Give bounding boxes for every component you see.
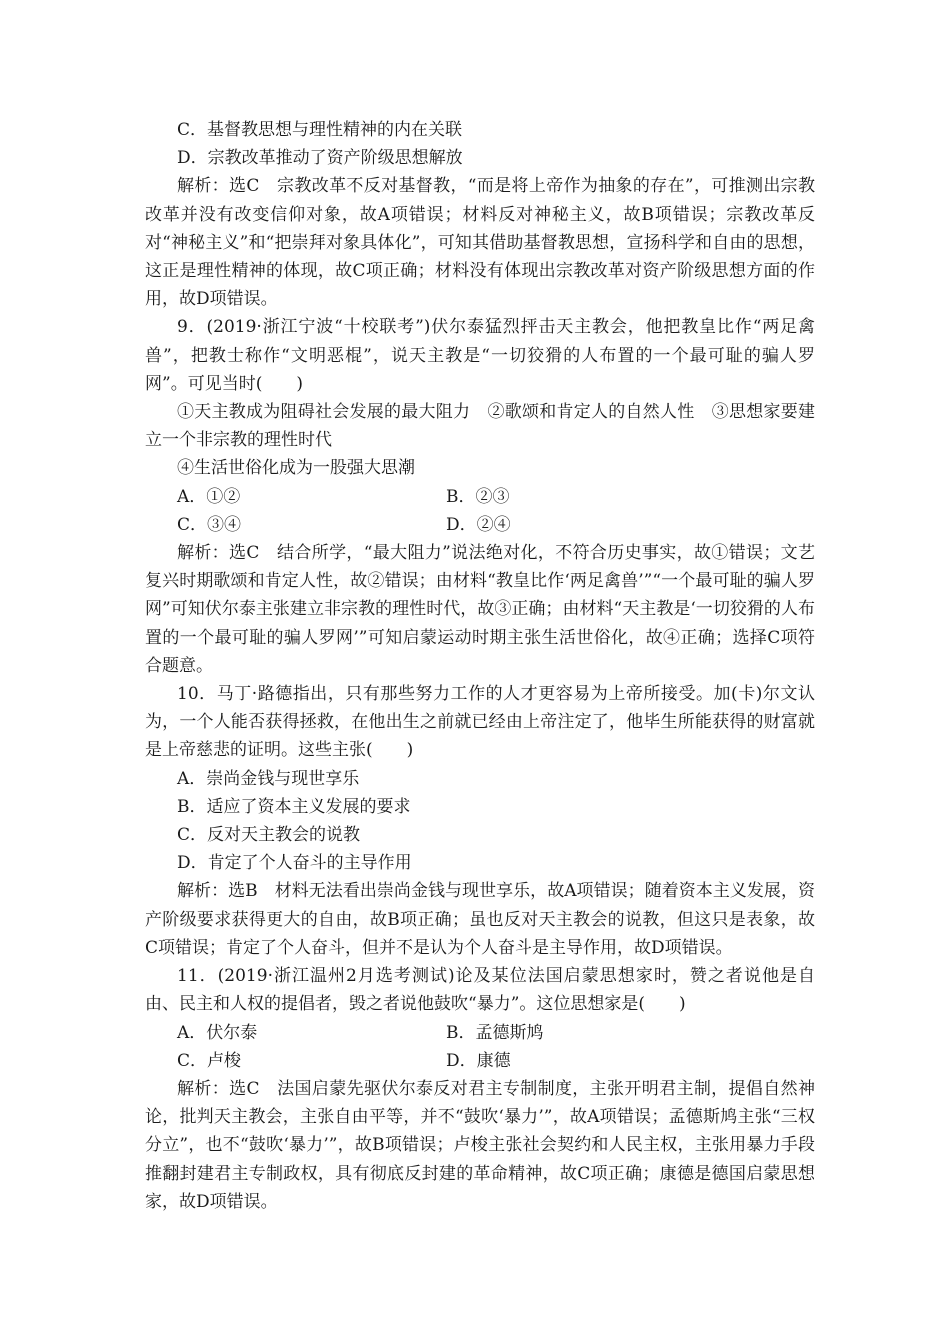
q8-analysis: 解析：选C 宗教改革不反对基督教，“而是将上帝作为抽象的存在”，可推测出宗教改革并没有改变信仰对象，故A项错误；材料反对神秘主义，故B项错误；宗教改革反对“神秘主义”和“把崇拜对象具体化”，可知其借助基督教思想，宣扬科学和自由的思想，这正是理性精神的体现，故C项正确；材料没有体现出宗教改革对资产阶级思想方面的作用，故D项错误。 [145,176,815,310]
q9-statements-2: ④生活世俗化成为一股强大思潮 [177,458,415,479]
q10-option-c: C．反对天主教会的说教 [177,825,361,846]
q8-option-c: C．基督教思想与理性精神的内在关联 [177,120,463,140]
q11-stem: 11．(2019·浙江温州2月选考测试)论及某位法国启蒙思想家时，赞之者说他是自由、民主和人权的提倡者，毁之者说他鼓吹“暴力”。这位思想家是( ) [145,966,815,1015]
q9-statements-1: ①天主教成为阻碍社会发展的最大阻力 ②歌颂和肯定人的自然人性 ③思想家要建立一个非宗教的理性时代 [145,402,815,451]
q10-option-a: A．崇尚金钱与现世享乐 [177,768,360,789]
q10-analysis: 解析：选B 材料无法看出崇尚金钱与现世享乐，故A项错误；随着资本主义发展，资产阶级要求获得更大的自由，故B项正确；虽也反对天主教会的说教，但这只是表象，故C项错误；肯定了个人奋斗，但并不是认为个人奋斗是主导作用，故D项错误。 [145,881,815,958]
q9-option-c: C．③④ [177,514,242,535]
q11-options-row-1 [145,1019,815,1047]
q11-option-c: C．卢梭 [177,1050,242,1071]
q9-option-d: D．②④ [446,514,511,535]
q11-options-row-2 [145,1047,815,1075]
q11-option-b: B．孟德斯鸠 [446,1022,544,1043]
q11-option-a: A．伏尔泰 [177,1022,258,1043]
q9-option-a: A．①② [177,486,241,507]
q10-option-d: D．肯定了个人奋斗的主导作用 [177,853,412,874]
page-content [145,116,815,1216]
q9-option-b: B．②③ [446,486,510,507]
q9-options-row-2 [145,511,815,539]
q9-stem: 9．(2019·浙江宁波“十校联考”)伏尔泰猛烈抨击天主教会，他把教皇比作“两足禽兽”，把教士称作“文明恶棍”，说天主教是“一切狡猾的人布置的一个最可耻的骗人罗网”。可见当时( ) [145,317,815,394]
q10-option-b: B．适应了资本主义发展的要求 [177,796,411,817]
q8-option-d: D．宗教改革推动了资产阶级思想解放 [177,148,463,169]
q11-analysis: 解析：选C 法国启蒙先驱伏尔泰反对君主专制制度，主张开明君主制，提倡自然神论，批判天主教会，主张自由平等，并不“鼓吹‘暴力’”，故A项错误；孟德斯鸠主张“三权分立”，也不“鼓吹‘暴力’”，故B项错误；卢梭主张社会契约和人民主权，主张用暴力手段推翻封建君主专制政权，具有彻底反封建的革命精神，故C项正确；康德是德国启蒙思想家，故D项错误。 [145,1078,815,1212]
q11-option-d: D．康德 [446,1050,511,1071]
q9-analysis: 解析：选C 结合所学，“最大阻力”说法绝对化，不符合历史事实，故①错误；文艺复兴时期歌颂和肯定人性，故②错误；由材料“教皇比作‘两足禽兽’”“一个最可耻的骗人罗网”可知伏尔泰主张建立非宗教的理性时代，故③正确；由材料“天主教是‘一切狡猾的人布置的一个最可耻的骗人罗网’”可知启蒙运动时期主张生活世俗化，故④正确；选择C项符合题意。 [145,543,815,676]
q9-options-row-1 [145,483,815,511]
q10-stem: 10．马丁·路德指出，只有那些努力工作的人才更容易为上帝所接受。加(卡)尔文认为，一个人能否获得拯救，在他出生之前就已经由上帝注定了，他毕生所能获得的财富就是上帝慈悲的证明。这些主张( ) [145,684,815,761]
